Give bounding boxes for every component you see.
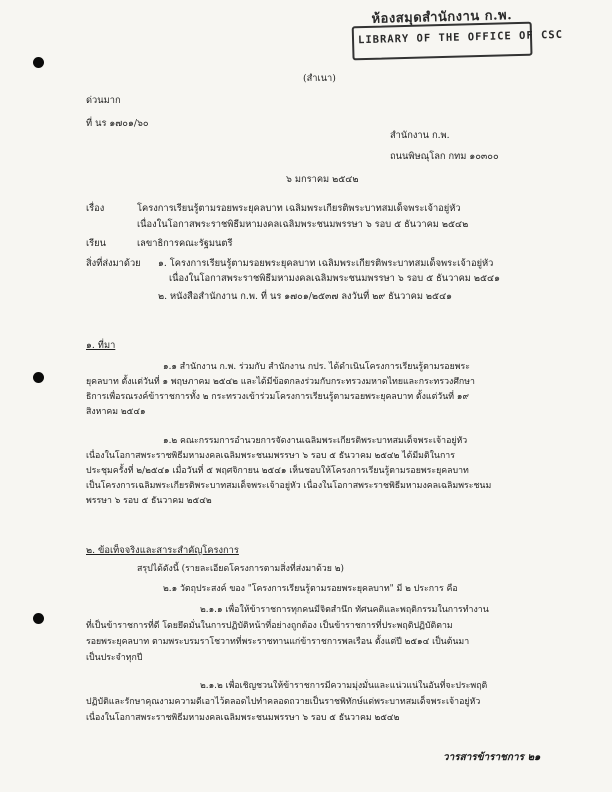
- paragraph-1-2-line: ประชุมครั้งที่ ๒/๒๕๔๑ เมื่อวันที่ ๕ พฤศจิกายน ๒๕๔๑ เห็นชอบให้โครงการเรียนรู้ตามรอยพระยุคลบาท: [86, 466, 469, 476]
- enclosure-label: สิ่งที่ส่งมาด้วย: [86, 258, 141, 269]
- section-2-heading: ๒. ข้อเท็จจริงและสาระสำคัญโครงการ: [86, 545, 239, 556]
- reference-number: ที่ นร ๑๗๐๑/๖๐: [86, 118, 149, 129]
- section-2-summary: สรุปได้ดังนี้ (รายละเอียดโครงการตามสิ่งที่ส่งมาด้วย ๒): [137, 564, 344, 574]
- paragraph-2-1-1-line: รอยพระยุคลบาท ตามพระบรมราโชวาทที่พระราชทานแก่ข้าราชการพลเรือน ตั้งแต่ปี ๒๕๑๔ เป็นต้นมา: [86, 637, 470, 647]
- paragraph-1-2-line: ๑.๒ คณะกรรมการอำนวยการจัดงานเฉลิมพระเกียรติพระบาทสมเด็จพระเจ้าอยู่หัว: [163, 436, 468, 446]
- enclosure-1-line-2: เนื่องในโอกาสพระราชพิธีมหามงคลเฉลิมพระชนมพรรษา ๖ รอบ ๕ ธันวาคม ๒๕๔๑: [169, 273, 500, 284]
- paragraph-2-1-2-line: ๒.๑.๒ เพื่อเชิญชวนให้ข้าราชการมีความมุ่งมั่นและแน่วแน่ในอันที่จะประพฤติ: [200, 681, 488, 691]
- paragraph-1-2-line: พรรษา ๖ รอบ ๕ ธันวาคม ๒๕๔๒: [86, 496, 212, 506]
- library-stamp: [351, 4, 564, 71]
- enclosure-2: ๒. หนังสือสำนักงาน ก.พ. ที่ นร ๑๗๐๑/๒๕๓๗ ลงวันที่ ๒๙ ธันวาคม ๒๕๔๑: [158, 291, 453, 302]
- stamp-thai-text: ห้องสมุดสำนักงาน ก.พ.: [371, 8, 513, 27]
- paragraph-1-1-line: ๑.๑ สำนักงาน ก.พ. ร่วมกับ สำนักงาน กปร. ได้ดำเนินโครงการเรียนรู้ตามรอยพระ: [163, 362, 470, 372]
- punch-hole-top: [33, 57, 44, 68]
- sender-org: สำนักงาน ก.พ.: [390, 130, 450, 141]
- paragraph-1-1-line: ยุคลบาท ตั้งแต่วันที่ ๑ พฤษภาคม ๒๕๔๒ และได้มีข้อตกลงร่วมกับกระทรวงมหาดไทยและกระทรวงศึกษา: [86, 377, 475, 387]
- paragraph-2-1-1-line: เป็นประจำทุกปี: [86, 653, 143, 663]
- paragraph-1-2-line: เนื่องในโอกาสพระราชพิธีมหามงคลเฉลิมพระชนมพรรษา ๖ รอบ ๕ ธันวาคม ๒๕๔๒ ได้มีมติในการ: [86, 451, 455, 461]
- paragraph-1-2-line: เป็นโครงการเฉลิมพระเกียรติพระบาทสมเด็จพระเจ้าอยู่หัว เนื่องในโอกาสพระราชพิธีมหามงคลเฉลิมพระชนม: [86, 481, 492, 491]
- copy-mark: (สำเนา): [303, 73, 336, 84]
- paragraph-2-1-1-line: ๒.๑.๑ เพื่อให้ข้าราชการทุกคนมีจิตสำนึก ทัศนคติและพฤติกรรมในการทำงาน: [200, 605, 489, 615]
- paragraph-1-1-line: ธิการเพื่อรณรงค์ข้าราชการทั้ง ๒ กระทรวงเข้าร่วมโครงการเรียนรู้ตามรอยพระยุคลบาท ตั้งแต่วันที่ ๑๙: [86, 392, 469, 402]
- punch-hole-lower: [33, 613, 44, 624]
- urgency-label: ด่วนมาก: [86, 95, 121, 106]
- stamp-english-text: LIBRARY OF THE OFFICE OF CSC: [357, 28, 564, 47]
- journal-footer: วารสารข้าราชการ ๒๑: [443, 752, 541, 763]
- paragraph-1-1-line: สิงหาคม ๒๕๔๑: [86, 407, 146, 417]
- paragraph-2-1-2-line: ปฏิบัติและรักษาคุณงามความดีเอาไว้ตลอดไปทำคลอดถวายเป็นราชพิทักษ์แด่พระบาทสมเด็จพระเจ้าอยู่หัว: [86, 697, 481, 707]
- paragraph-2-1: ๒.๑ วัตถุประสงค์ ของ "โครงการเรียนรู้ตามรอยพระยุคลบาท" มี ๒ ประการ คือ: [163, 584, 458, 594]
- recipient-label: เรียน: [86, 238, 106, 249]
- recipient: เลขาธิการคณะรัฐมนตรี: [137, 238, 233, 249]
- subject-line-1: โครงการเรียนรู้ตามรอยพระยุคลบาท เฉลิมพระเกียรติพระบาทสมเด็จพระเจ้าอยู่หัว: [137, 203, 461, 214]
- section-1-heading: ๑. ที่มา: [86, 340, 116, 351]
- paragraph-2-1-2-line: เนื่องในโอกาสพระราชพิธีมหามงคลเฉลิมพระชนมพรรษา ๖ รอบ ๕ ธันวาคม ๒๕๔๒: [86, 713, 400, 723]
- letter-date: ๖ มกราคม ๒๕๔๒: [286, 174, 359, 185]
- paragraph-2-1-1-line: ที่เป็นข้าราชการที่ดี โดยยึดมั่นในการปฏิบัติหน้าที่อย่างถูกต้อง เป็นข้าราชการที่ประพฤติปฏิบัติตาม: [86, 621, 453, 631]
- enclosure-1-line-1: ๑. โครงการเรียนรู้ตามรอยพระยุคลบาท เฉลิมพระเกียรติพระบาทสมเด็จพระเจ้าอยู่หัว: [158, 258, 494, 269]
- punch-hole-middle: [33, 372, 44, 383]
- subject-label: เรื่อง: [86, 203, 105, 214]
- subject-line-2: เนื่องในโอกาสพระราชพิธีมหามงคลเฉลิมพระชนมพรรษา ๖ รอบ ๕ ธันวาคม ๒๕๔๒: [137, 219, 469, 230]
- sender-address: ถนนพิษณุโลก กทม ๑๐๓๐๐: [390, 151, 499, 162]
